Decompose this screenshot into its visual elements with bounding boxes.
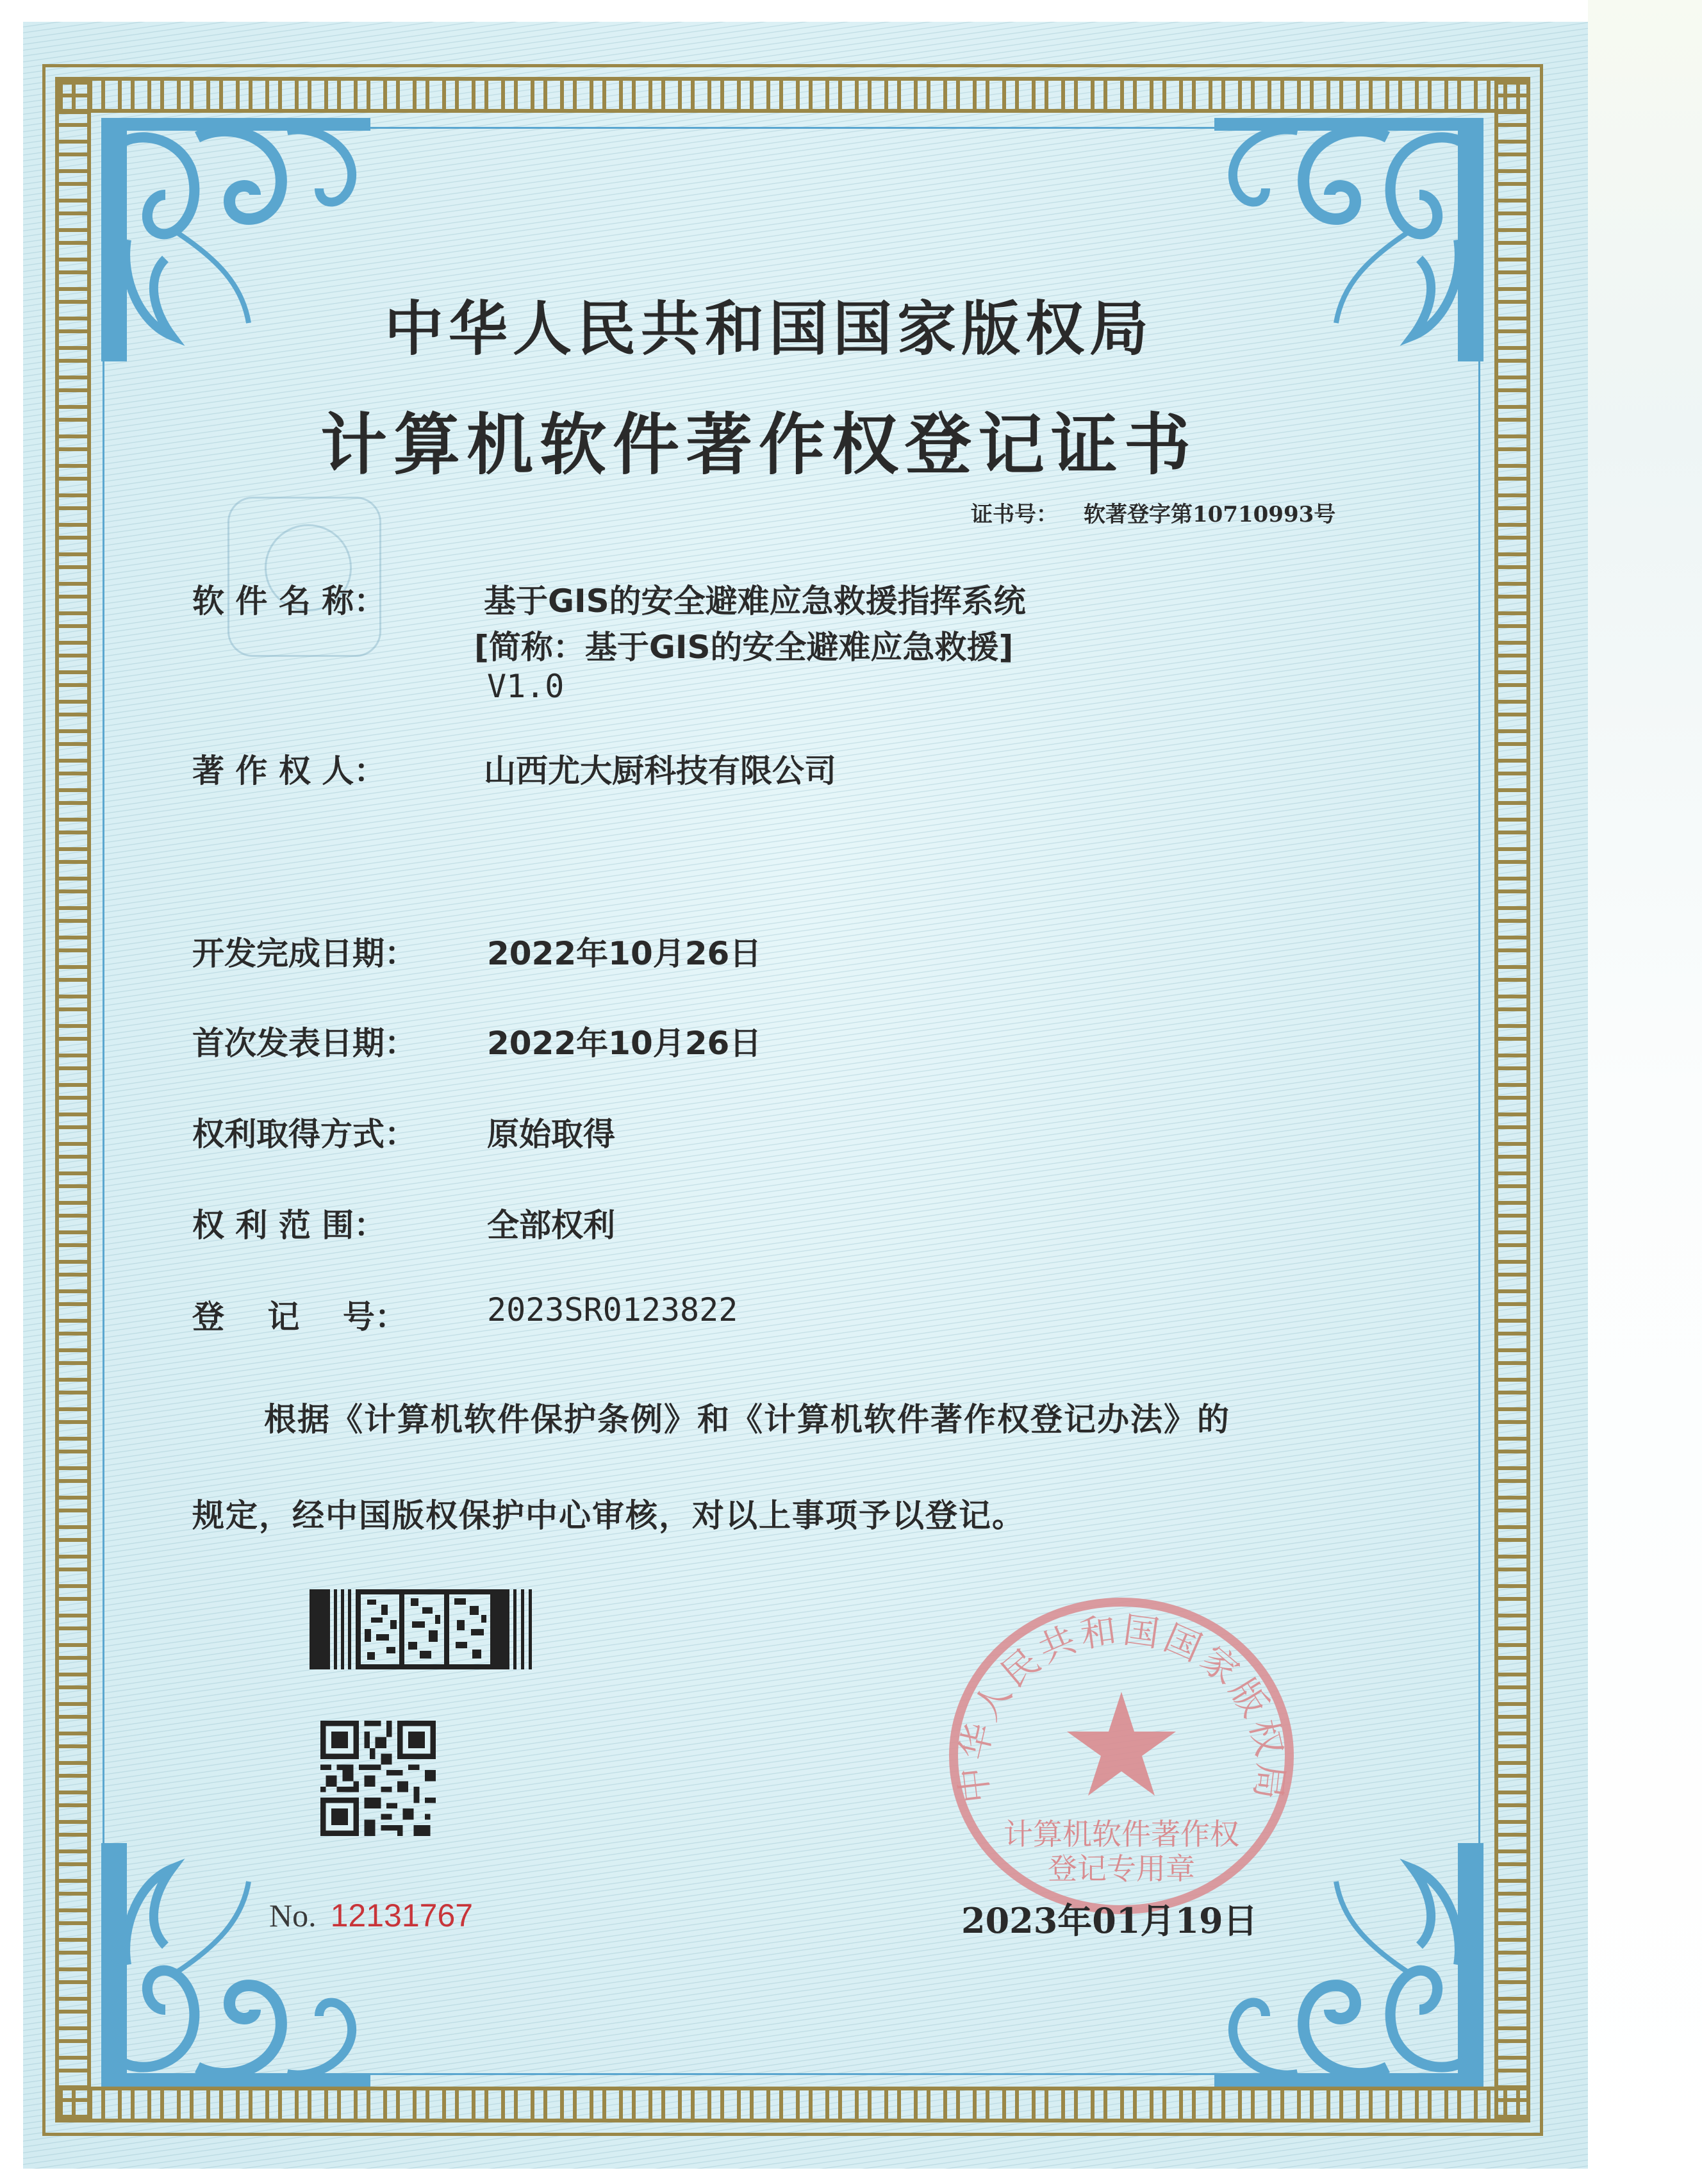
field-label-software-name: 软 件 名 称： — [192, 583, 386, 620]
field-value-short-name: [简称：基于GIS的安全避难应急救援] — [474, 629, 1014, 666]
official-seal-icon — [941, 1583, 1303, 1916]
statement-line-2: 规定，经中国版权保护中心审核，对以上事项予以登记。 — [192, 1497, 1025, 1534]
issue-date: 2023年01月19日 — [961, 1900, 1258, 1941]
seal-outer-text: 中华人民共和国国家版权局 — [952, 1609, 1292, 1805]
field-value-first-publish-date: 2022年10月26日 — [487, 1025, 762, 1062]
field-label-registration-number: 登 记 号： — [192, 1298, 407, 1336]
greek-key-border-top — [55, 77, 1530, 113]
corner-ornament-icon — [101, 118, 370, 361]
field-value-rights-scope: 全部权利 — [487, 1207, 615, 1244]
seal-inner-line-2: 登记专用章 — [1048, 1851, 1195, 1886]
certificate-number-value: 软著登字第10710993号 — [1084, 502, 1336, 527]
serial-number — [269, 1897, 473, 1934]
field-value-dev-completion-date: 2022年10月26日 — [487, 935, 762, 972]
certificate-title: 计算机软件著作权登记证书 — [320, 405, 1198, 484]
field-label-first-publish-date: 首次发表日期： — [192, 1025, 417, 1062]
pdf417-barcode-icon — [310, 1589, 537, 1669]
greek-key-border-left — [55, 77, 91, 2122]
statement-line-1: 根据《计算机软件保护条例》和《计算机软件著作权登记办法》的 — [264, 1401, 1230, 1438]
serial-prefix: No. — [269, 1898, 317, 1933]
greek-key-border-bottom — [55, 2087, 1530, 2122]
field-label-rights-scope: 权 利 范 围： — [192, 1207, 386, 1244]
certificate-number-label: 证书号： — [971, 502, 1058, 527]
issuer-title: 中华人民共和国国家版权局 — [384, 295, 1154, 363]
field-value-software-name: 基于GIS的安全避难应急救援指挥系统 — [484, 583, 1026, 620]
field-label-rights-acquisition: 权利取得方式： — [192, 1116, 417, 1153]
field-value-rights-acquisition: 原始取得 — [487, 1116, 615, 1153]
scan-margin — [1588, 0, 1702, 2184]
field-value-registration-number: 2023SR0123822 — [487, 1291, 738, 1328]
field-label-dev-completion-date: 开发完成日期： — [192, 935, 417, 972]
corner-ornament-icon — [1214, 118, 1483, 361]
serial-value: 12131767 — [330, 1898, 474, 1933]
seal-inner-line-1: 计算机软件著作权 — [1004, 1817, 1239, 1851]
field-value-version: V1.0 — [487, 668, 565, 705]
corner-ornament-icon — [101, 1843, 370, 2087]
qr-code-icon — [320, 1721, 436, 1836]
field-value-copyright-owner: 山西尤大厨科技有限公司 — [484, 752, 836, 790]
field-label-copyright-owner: 著 作 权 人： — [192, 752, 386, 790]
greek-key-border-right — [1494, 77, 1530, 2122]
certificate-number — [971, 497, 1335, 528]
